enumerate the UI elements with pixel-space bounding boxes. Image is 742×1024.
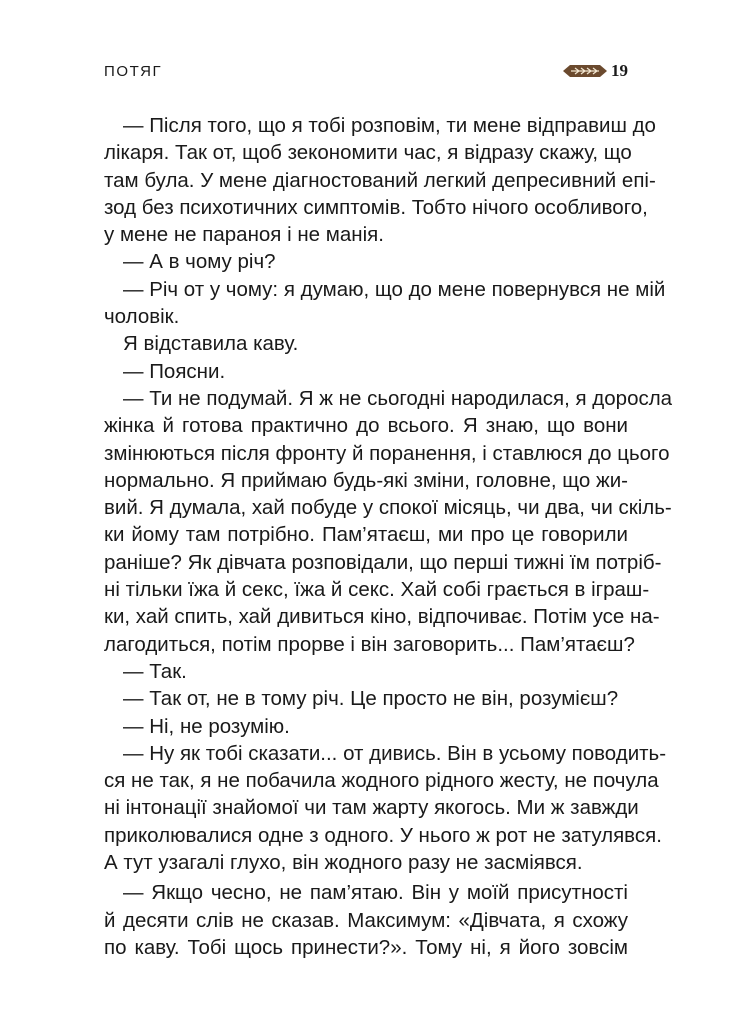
text-line: — Ну як тобі сказати... от дивись. Він в усьому поводить- — [123, 741, 667, 765]
text-line: — А в чому річ? — [123, 250, 276, 274]
text-line: — Ні, не розумію. — [123, 714, 290, 738]
text-line: — Поясни. — [123, 359, 226, 383]
text-line: ки, хай спить, хай дивиться кіно, відпочиває. Потім усе на- — [104, 605, 660, 629]
text-line: там була. У мене діагностований легкий депресивний епі- — [104, 168, 656, 192]
text-line: чоловік. — [104, 305, 180, 329]
text-line: — Річ от у чому: я думаю, що до мене повернувся не мій — [123, 277, 666, 301]
text-line: ки йому там потрібно. Пам’ятаєш, ми про це говорили — [104, 523, 628, 547]
page-number: 19 — [611, 61, 628, 80]
text-line: Я відставила каву. — [123, 332, 299, 356]
text-line: ся не так, я не побачила жодного рідного жесту, не почула — [104, 769, 659, 793]
text-line: лікаря. Так от, щоб зекономити час, я відразу скажу, що — [104, 141, 632, 165]
text-line: А тут узагалі глухо, він жодного разу не засміявся. — [104, 851, 583, 875]
text-line: жінка й готова практично до всього. Я знаю, що вони — [104, 414, 628, 438]
text-line: змінюються після фронту й поранення, і ставлюся до цього — [104, 441, 670, 465]
text-line: приколювалися одне з одного. У нього ж рот не затулявся. — [104, 823, 662, 847]
text-line: — Якщо чесно, не пам’ятаю. Він у моїй присутності — [123, 881, 628, 905]
text-line: зод без психотичних симптомів. Тобто нічого особливого, — [104, 195, 648, 219]
text-line: по каву. Тобі щось принести?». Тому ні, я його зовсім — [104, 935, 628, 959]
section-title: ПОТЯГ — [104, 63, 163, 80]
running-header — [104, 62, 628, 84]
text-line: — Так. — [123, 659, 187, 683]
text-line: — Після того, що я тобі розповім, ти мене відправиш до — [123, 114, 656, 137]
text-line: — Так от, не в тому річ. Це просто не він, розумієш? — [123, 687, 619, 711]
text-line: нормально. Я приймаю будь-які зміни, головне, що жи- — [104, 468, 629, 492]
text-line: вий. Я думала, хай побуде у спокої місяць, чи два, чи скіль- — [104, 496, 672, 520]
text-line: й десяти слів не сказав. Максимум: «Дівчата, я схожу — [104, 908, 628, 932]
text-line: лагодиться, потім прорве і він заговорить... Пам’ятаєш? — [104, 632, 635, 656]
text-line: ні інтонації знайомої чи там жарту якогось. Ми ж завжди — [104, 796, 639, 820]
body-text — [104, 112, 673, 961]
text-line: у мене не параноя і не манія. — [104, 223, 384, 247]
text-line: — Ти не подумай. Я ж не сьогодні народилася, я доросла — [123, 386, 673, 410]
text-line: ні тільки їжа й секс, їжа й секс. Хай собі грається в іграш- — [104, 578, 650, 602]
text-line: раніше? Як дівчата розповідали, що перші тижні їм потріб- — [104, 550, 662, 574]
decorative-arrow-ornament-icon — [562, 63, 608, 79]
